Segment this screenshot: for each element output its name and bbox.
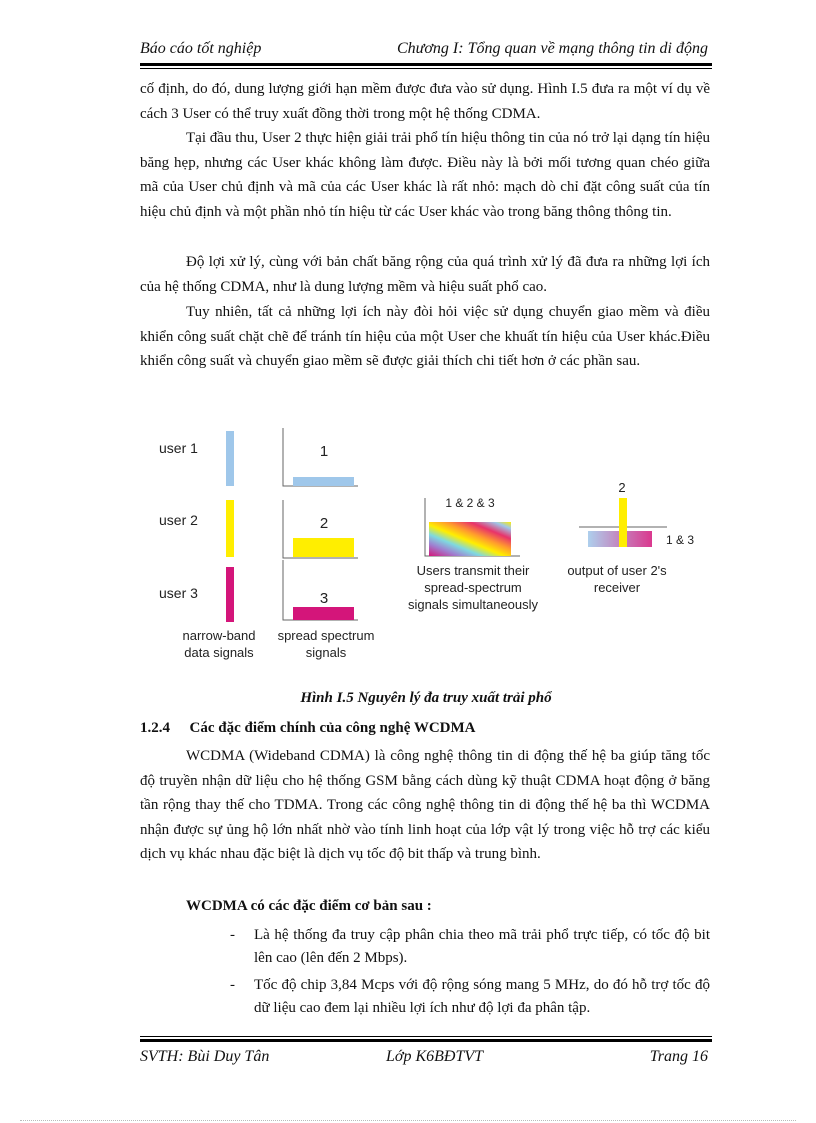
combined-caption-line-1: Users transmit their — [416, 563, 530, 578]
bullet-dash: - — [230, 927, 235, 943]
combined-label: 1 & 2 & 3 — [445, 496, 495, 510]
header-rule-thin — [140, 68, 712, 69]
header-chapter-title: Chương I: Tổng quan về mạng thông tin di động — [396, 40, 708, 57]
section-heading — [140, 720, 475, 737]
output-caption-line-2: receiver — [593, 580, 641, 595]
bullet-text: Tốc độ chip 3,84 Mcps với độ rộng sóng mang 5 MHz, do đó hỗ trợ tốc độ dữ liệu cao đem lại nhiều lợi ích như độ lợi đa phân tập. — [254, 977, 710, 1016]
page-edge-divider — [20, 1120, 796, 1121]
output-peak-label: 2 — [618, 480, 626, 495]
paragraph-2: Tại đầu thu, User 2 thực hiện giải trải phổ tín hiệu thông tin của nó trở lại dạng tín hiệu băng hẹp, nhưng các User khác không làm được. Điều này là bởi mối tương quan chéo giữa mã của User chủ định và mã của các User khác là rất nhỏ: mạch dò chỉ đặt công suất của tín hiệu chủ định và một phần nhỏ tín hiệu từ các User khác vào trong băng thông thông tin. — [140, 130, 710, 220]
narrowband-caption-line-1: narrow-band — [182, 628, 256, 643]
header-rule-thick — [140, 63, 712, 66]
spread-bar-user-2 — [293, 538, 354, 557]
output-caption-line-1: output of user 2's — [567, 563, 667, 578]
features-intro: WCDMA có các đặc điểm cơ bản sau : — [186, 898, 432, 914]
footer-author: SVTH: Bùi Duy Tân — [140, 1048, 270, 1065]
output-side-label: 1 & 3 — [665, 533, 695, 547]
bullet-text: Là hệ thống đa truy cập phân chia theo mã trải phổ trực tiếp, có tốc độ bit lên cao (lên đến 2 Mbps). — [254, 927, 710, 966]
user-1-label: user 1 — [159, 440, 198, 456]
spread-label-2: 2 — [319, 515, 329, 532]
footer-page-number: Trang 16 — [649, 1048, 708, 1065]
narrowband-bar-user-1 — [226, 431, 234, 486]
figure-caption: Hình I.5 Nguyên lý đa truy xuất trải phổ — [300, 690, 552, 706]
paragraph-4: Tuy nhiên, tất cả những lợi ích này đòi hỏi việc sử dụng chuyển giao mềm và điều khiển công suất chặt chẽ để tránh tín hiệu của một User che khuất tín hiệu của User khác.Điều khiển công suất và chuyển giao mềm sẽ được giải thích chi tiết hơn ở các phần sau. — [140, 304, 710, 369]
footer-rule-thick — [140, 1039, 712, 1042]
spread-bar-user-3 — [293, 607, 354, 620]
spread-bar-user-1 — [293, 477, 354, 486]
spread-label-1: 1 — [319, 443, 329, 460]
narrowband-bar-user-2 — [226, 500, 234, 557]
narrowband-caption-line-2: data signals — [184, 645, 254, 660]
combined-spectrum-block — [429, 522, 511, 556]
spread-caption-line-2: signals — [305, 645, 347, 660]
paragraph-1: cố định, do đó, dung lượng giới hạn mềm được đưa vào sử dụng. Hình I.5 đưa ra một ví dụ về cách 3 User có thể truy xuất đồng thời trong một hệ thống CDMA. — [140, 81, 710, 122]
paragraph-3: Độ lợi xử lý, cùng với bản chất băng rộng của quá trình xử lý đã đưa ra những lợi ích của hệ thống CDMA, như là dung lượng mềm và hiệu suất phổ cao. — [140, 254, 710, 295]
user-3-label: user 3 — [159, 585, 198, 601]
bullet-dash: - — [230, 977, 235, 993]
page-header — [140, 36, 712, 62]
section-title: Các đặc điểm chính của công nghệ WCDMA — [189, 720, 476, 736]
narrowband-bar-user-3 — [226, 567, 234, 622]
footer-rule-thin — [140, 1036, 712, 1037]
header-report-title: Báo cáo tốt nghiệp — [140, 40, 262, 57]
output-user-2-peak — [619, 498, 627, 547]
page-footer — [140, 1044, 712, 1068]
combined-caption-line-2: spread-spectrum — [424, 580, 522, 595]
combined-caption-line-3: signals simultaneously — [407, 597, 539, 612]
user-2-label: user 2 — [159, 512, 198, 528]
spread-label-3: 3 — [319, 590, 329, 607]
footer-class: Lớp K6BĐTVT — [386, 1048, 484, 1065]
paragraph-wcdma: WCDMA (Wideband CDMA) là công nghệ thông tin di động thế hệ ba giúp tăng tốc độ truyền nhận dữ liệu cho hệ thống GSM bằng cách dùng kỹ thuật CDMA hoạt động ở băng tần rộng thay thế cho TDMA. Trong các công nghệ thông tin di động thế hệ ba thì WCDMA nhận được sự ủng hộ lớn nhất nhờ vào tính linh hoạt của lớp vật lý trong việc hỗ trợ các kiểu dịch vụ khác nhau đặc biệt là dịch vụ tốc độ bit thấp và trung bình. — [140, 748, 710, 862]
section-number: 1.2.4 — [140, 720, 170, 736]
cdma-figure — [140, 420, 712, 675]
spread-caption-line-1: spread spectrum — [277, 628, 375, 643]
